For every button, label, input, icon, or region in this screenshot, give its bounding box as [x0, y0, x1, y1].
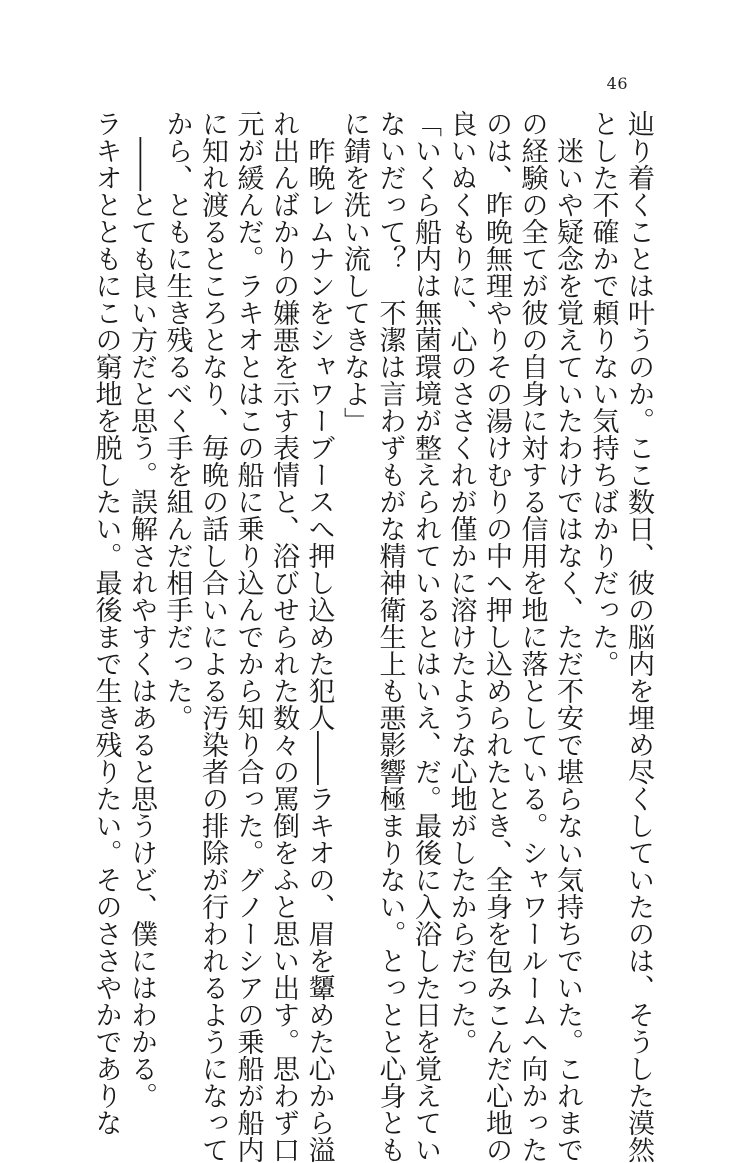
text-column: 迷いや疑念を覚えていたわけではなく、ただ不安で堪らない気持ちでいた。これまで [552, 110, 583, 1163]
text-column: れ出んばかりの嫌悪を示す表情と、浴びせられた数々の罵倒をふと思い出す。思わず口 [268, 110, 299, 1163]
text-column: 良いぬくもりに、心のささくれが僅かに溶けたような心地がしたからだった。 [445, 110, 477, 1055]
text-column: に錆を洗い流してきなよ」 [339, 110, 370, 434]
text-column: の経験の全てが彼の自身に対する信用を地に落としている。シャワールームへ向かった [516, 110, 548, 1163]
text-column: ――とても良い方だと思う。誤解されやすくはあると思うけど、僕にはわかる。 [126, 110, 157, 1109]
text-column: から、ともに生き残るべく手を組んだ相手だった。 [161, 110, 193, 731]
text-column: のは、昨晩無理やりその湯けむりの中へ押し込められたとき、全身を包みこんだ心地の [481, 110, 512, 1163]
text-column: 辿り着くことは叶うのか。ここ数日、彼の脳内を埋め尽くしていたのは、そうした漠然 [623, 110, 654, 1163]
body-text [88, 110, 656, 1163]
text-column: 「いくら船内は無菌環境が整えられているとはいえ、だ。最後に入浴した日を覚えてい [410, 110, 441, 1163]
text-column: ラキオとともにこの窮地を脱したい。最後まで生き残りたい。そのささやかでありな [90, 110, 122, 1136]
text-column: 元が緩んだ。ラキオとはこの船に乗り込んでから知り合った。グノーシアの乗船が船内 [232, 110, 264, 1163]
text-column: に知れ渡るところとなり、毎晩の話し合いによる汚染者の排除が行われるようになって [197, 110, 228, 1163]
text-column: 昨晩レムナンをシャワーブースへ押し込めた犯人――ラキオの、眉を顰めた心から溢 [303, 110, 335, 1163]
text-column: とした不確かで頼りない気持ちばかりだった。 [587, 110, 619, 677]
page-number: 46 [606, 74, 628, 93]
text-column: ないだって？ 不潔は言わずもがな精神衛生上も悪影響極まりない。とっとと心身とも [374, 110, 406, 1163]
